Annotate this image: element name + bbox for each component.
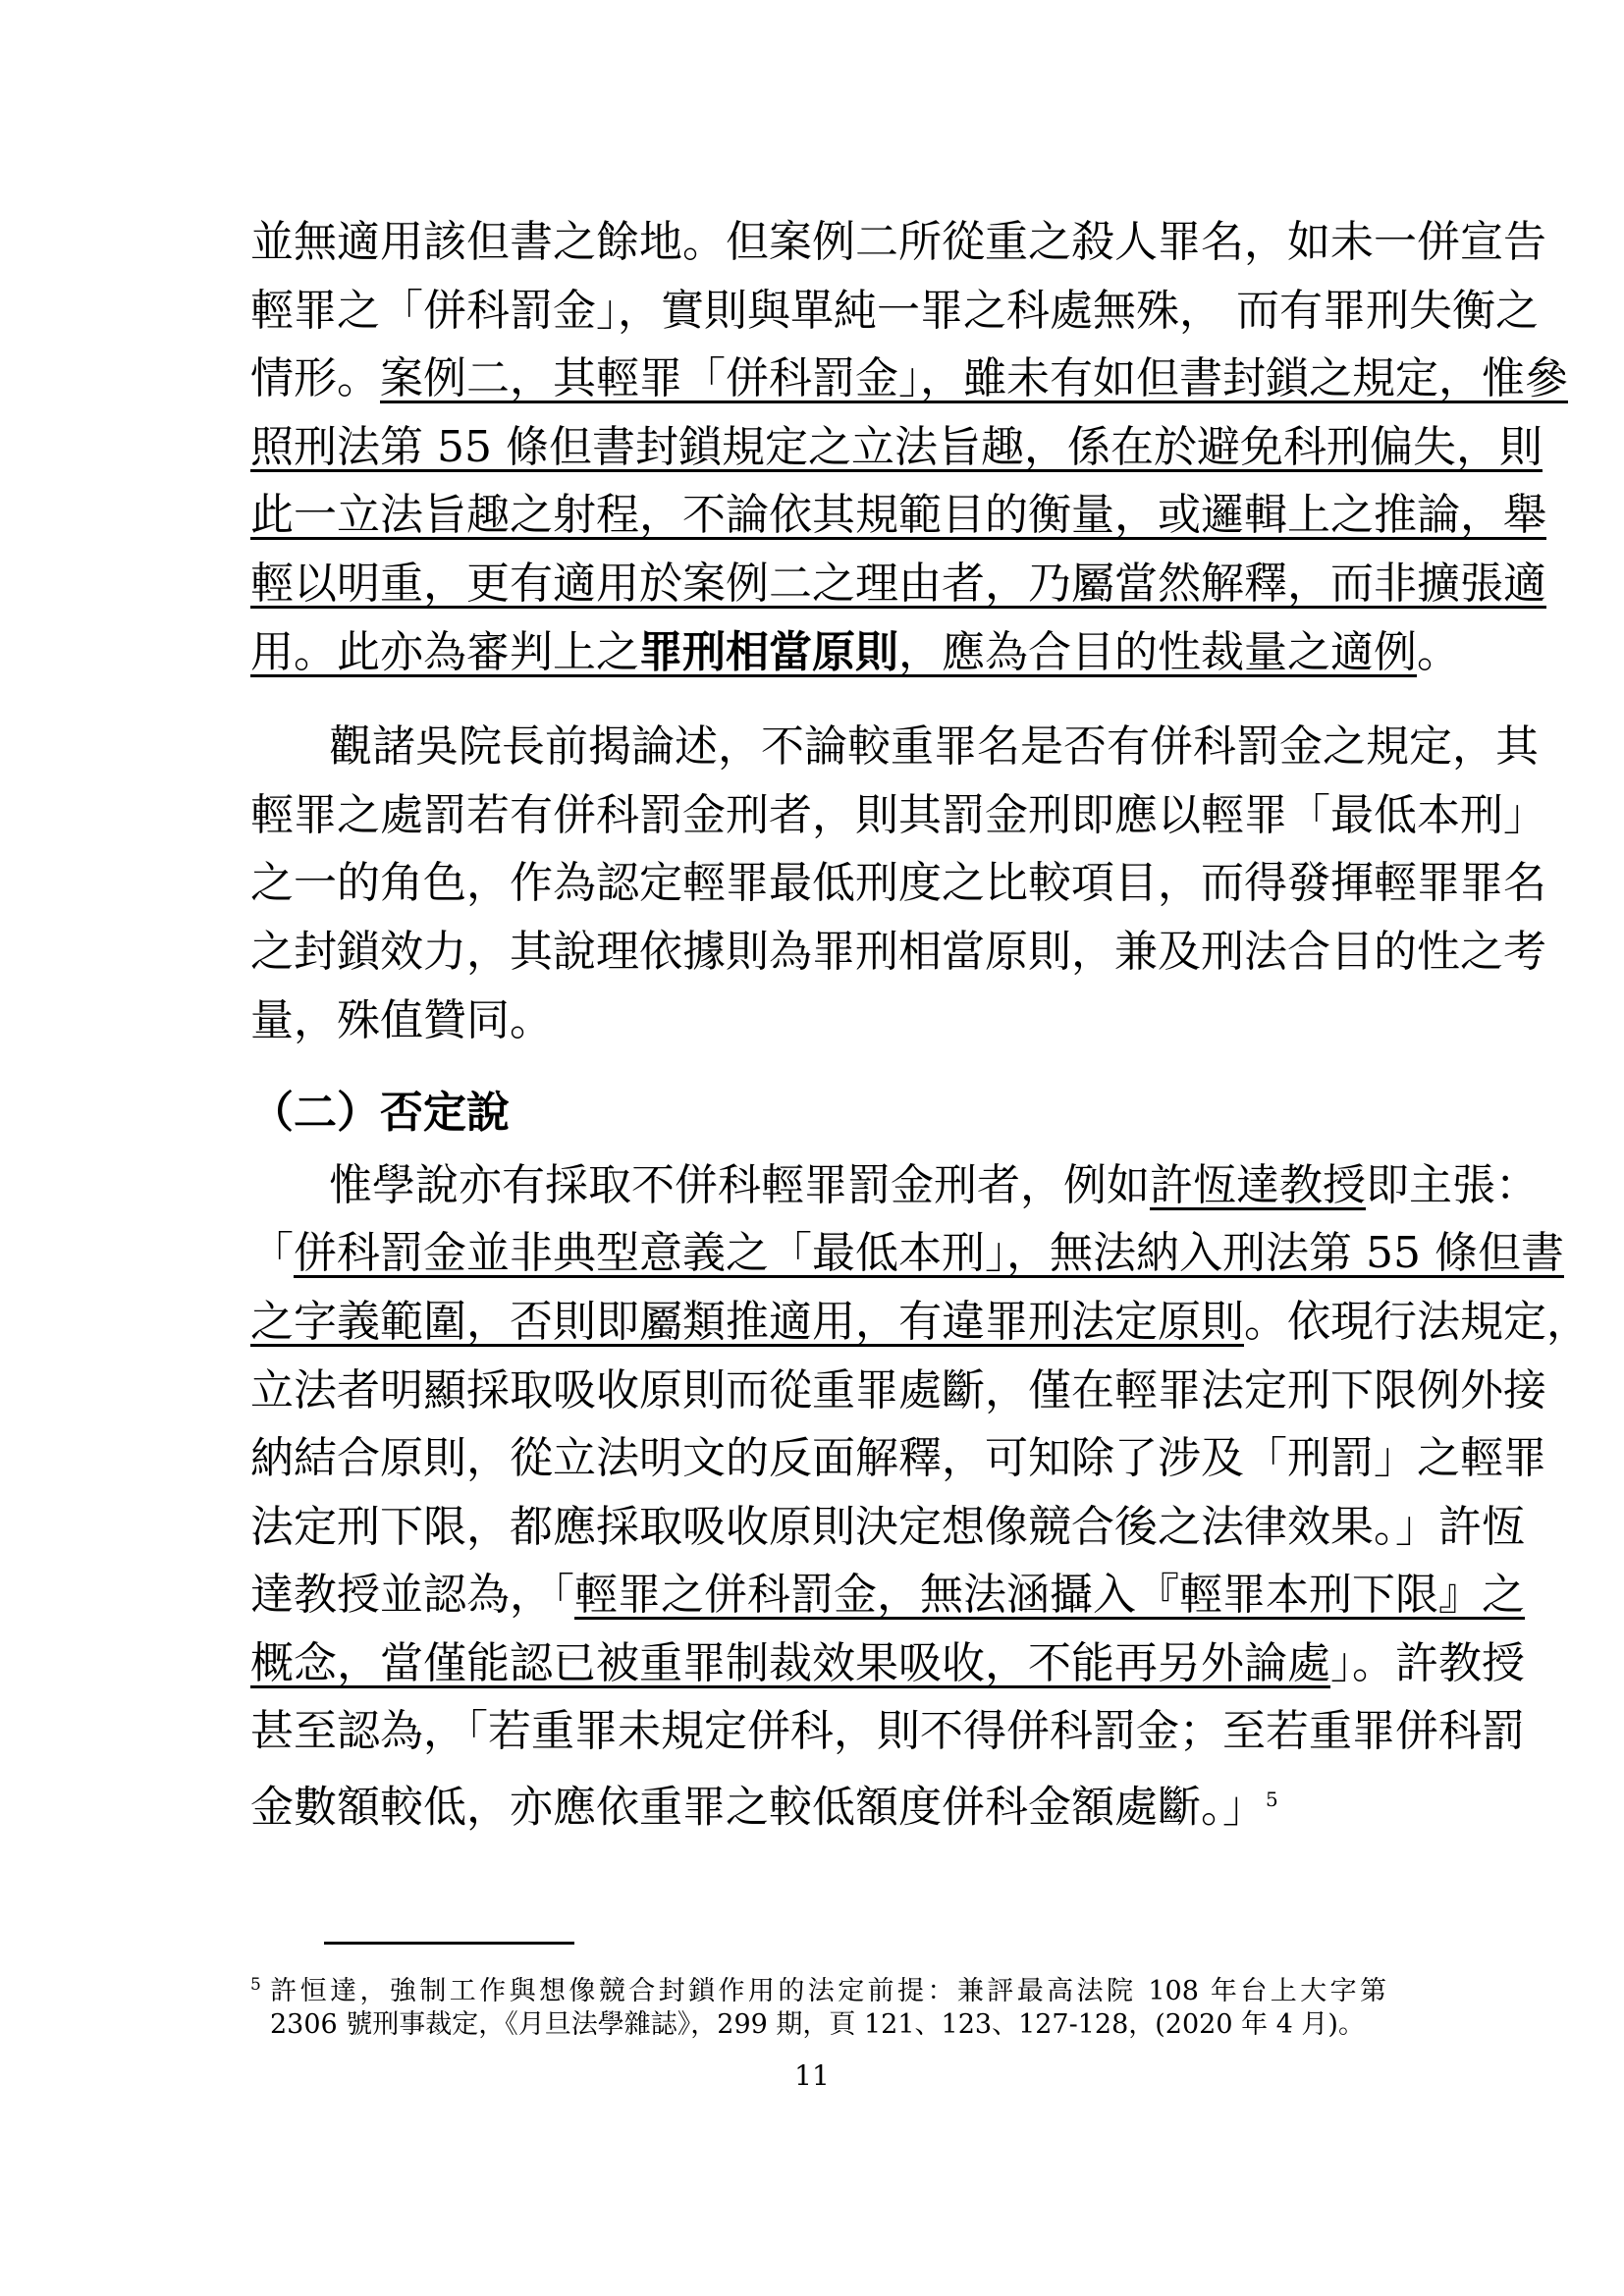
text-segment: 納結合原則，從立法明文的反面解釋，可知除了涉及「刑罰」之輕罪 (250, 1433, 1546, 1484)
text-segment: 並無適用該但書之餘地。但案例二所從重之殺人罪名，如未一併宣告 (250, 217, 1546, 267)
text-line (250, 208, 1546, 277)
text-segment: 惟學說亦有採取不併科輕罪罰金刑者，例如 (329, 1159, 1150, 1210)
text-segment: 情形。 (250, 353, 380, 404)
text-segment: 輕罪之「併科罰金」，實則與單純一罪之科處無殊， 而有罪刑失衡之 (250, 285, 1539, 336)
underlined-text: 輕以明重，更有適用於案例二之理由者，乃屬當然解釋，而非擴張適 (250, 558, 1546, 609)
text-line (250, 1766, 1386, 1835)
text-segment: 即主張： (1366, 1159, 1539, 1210)
footnote-text-1: 許恒達，強制工作與想像競合封鎖作用的法定前提：兼評最高法院 108 年台上大字第 (266, 1976, 1386, 2006)
underlined-text: 照刑法第 55 條但書封鎖規定之立法旨趣，係在於避免科刑偏失，則 (250, 421, 1543, 472)
text-segment: 」。許教授 (1330, 1637, 1525, 1688)
footnote-reference[interactable]: 5 (1266, 1788, 1278, 1812)
text-line (250, 918, 1546, 987)
underlined-text: 許恆達教授 (1150, 1159, 1366, 1210)
underlined-text: ，應為合目的性裁量之適例 (898, 626, 1417, 677)
underlined-text: 案例二，其輕罪「併科罰金」，雖未有如但書封鎖之規定，惟參 (380, 353, 1568, 404)
text-line (250, 345, 1568, 413)
text-line (250, 413, 1543, 482)
text-line (250, 713, 1539, 781)
text-line (250, 1151, 1539, 1220)
text-segment: 法定刑下限，都應採取吸收原則決定想像競合後之法律效果。」許恆 (250, 1501, 1525, 1552)
underlined-text: 用。此亦為審判上之 (250, 626, 639, 677)
text-segment: 「 (250, 1228, 294, 1279)
text-segment: 輕罪之處罰若有併科罰金刑者，則其罰金刑即應以輕罪「最低本刑」 (250, 789, 1546, 840)
text-line (250, 1697, 1525, 1766)
underlined-text: 罪刑相當原則 (639, 626, 898, 677)
text-segment: 立法者明顯採取吸收原則而從重罪處斷，僅在輕罪法定刑下限例外接 (250, 1364, 1546, 1415)
text-segment: 甚至認為，「若重罪未規定併科，則不得併科罰金；至若重罪併科罰 (250, 1706, 1525, 1757)
paragraph-3 (250, 1151, 1590, 1835)
footnote-mark: 5 (250, 1975, 261, 1995)
underlined-text: 之字義範圍，否則即屬類推適用，有違罪刑法定原則 (250, 1296, 1244, 1347)
text-segment: 量，殊值贊同。 (250, 994, 553, 1045)
text-segment: 之封鎖效力，其說理依據則為罪刑相當原則，兼及刑法合目的性之考 (250, 926, 1546, 977)
text-line (250, 550, 1546, 618)
footnote-line-2: 2306 號刑事裁定，《月旦法學雜誌》，299 期，頁 121、123、127-128，(2020 年 4 月)。 (270, 2009, 1365, 2040)
text-line (250, 781, 1546, 850)
text-segment: 。 (1417, 626, 1460, 677)
section-heading: （二）否定說 (250, 1088, 510, 1139)
body-text (250, 208, 1590, 1835)
underlined-text: 概念，當僅能認已被重罪制裁效果吸收，不能再另外論處 (250, 1637, 1330, 1688)
text-line (250, 1561, 1525, 1629)
text-line (250, 618, 1460, 687)
text-segment: 。依現行法規定， (1244, 1296, 1590, 1347)
text-line (250, 1629, 1525, 1698)
underlined-text: 併科罰金並非典型意義之「最低本刑」，無法納入刑法第 55 條但書 (294, 1228, 1564, 1279)
text-line (250, 1288, 1590, 1357)
footnote (250, 1968, 1386, 2042)
text-line (250, 481, 1546, 550)
text-line (250, 1219, 1564, 1288)
footnote-separator (324, 1942, 574, 1945)
footnote-line-1 (250, 1968, 1386, 2008)
page-number: 11 (794, 2059, 830, 2092)
text-segment: 達教授並認為，「 (250, 1570, 574, 1621)
text-line (250, 849, 1546, 918)
text-line (250, 277, 1539, 346)
paragraph-1 (250, 208, 1568, 686)
text-line (250, 1493, 1525, 1562)
text-segment: 金數額較低，亦應依重罪之較低額度併科金額處斷。」 (250, 1782, 1266, 1833)
underlined-text: 輕罪之併科罰金，無法涵攝入『輕罪本刑下限』之 (574, 1570, 1525, 1621)
text-segment: 觀諸吳院長前揭論述，不論較重罪名是否有併科罰金之規定，其 (329, 721, 1539, 773)
text-line (250, 1424, 1546, 1493)
paragraph-2 (250, 713, 1546, 1054)
underlined-text: 此一立法旨趣之射程，不論依其規範目的衡量，或邏輯上之推論，舉 (250, 490, 1546, 541)
text-line (250, 1357, 1546, 1425)
text-line (250, 987, 1386, 1055)
text-segment: 之一的角色，作為認定輕罪最低刑度之比較項目，而得發揮輕罪罪名 (250, 858, 1546, 909)
